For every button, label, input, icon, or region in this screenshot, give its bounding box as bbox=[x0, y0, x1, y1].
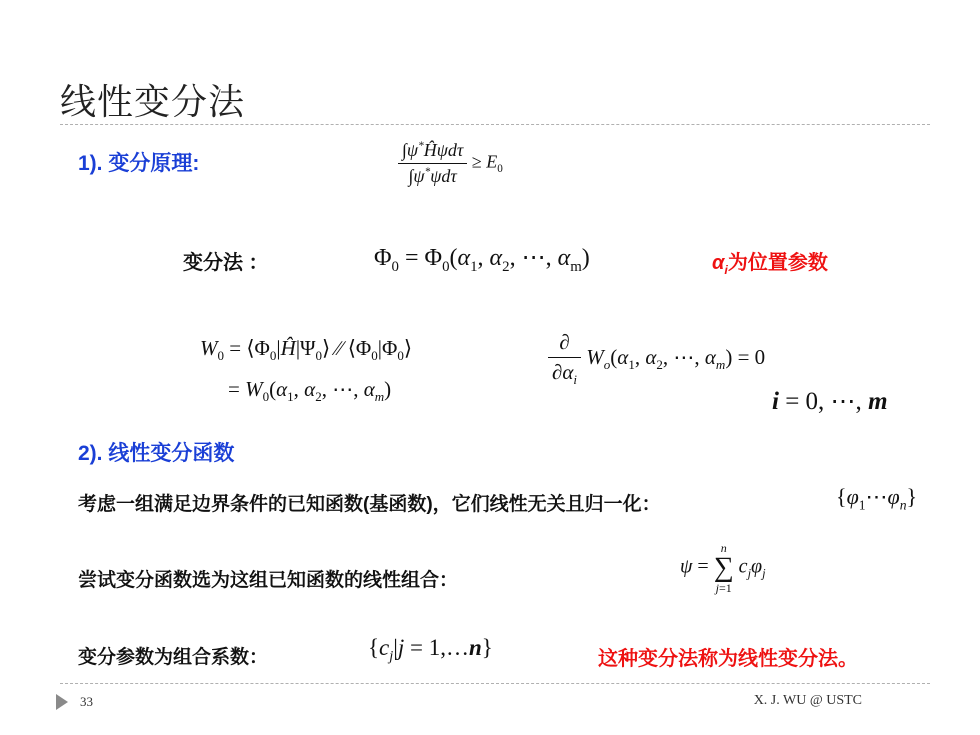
minimization-condition-formula: $\frac{\partial}{\partial\alpha_i}$ $W_o(\alpha_1$, $\alpha_2$, ⋯, $\alpha_m) = 0$ bbox=[548, 330, 765, 388]
linear-combination-text: 尝试变分函数选为这组已知函数的线性组合： bbox=[78, 570, 459, 591]
energy-function-formula: = $W_0(\alpha_1$, $\alpha_2$, ⋯, $\alpha_m$) bbox=[228, 377, 392, 405]
parameters-text: 变分参数为组合系数： bbox=[78, 647, 269, 668]
alpha-note-text: 为位置参数 bbox=[727, 252, 828, 274]
method-label: 变分法 ： bbox=[183, 252, 269, 274]
footer-credit: X. J. WU @ USTC bbox=[753, 693, 862, 708]
coefficient-set-formula: {$c_j|j$ = 1,…n} bbox=[368, 635, 493, 665]
alpha-note bbox=[712, 246, 828, 277]
index-range-formula: i = 0, ⋯, m bbox=[772, 388, 888, 415]
title-divider bbox=[60, 124, 930, 125]
energy-expectation-formula: $W_0$ = $⟨\Phi_0|Ĥ|\Psi_0⟩$ ∕∕ $⟨\Phi_0|\Phi_0⟩$ bbox=[200, 336, 413, 364]
basis-functions-text: 考虑一组满足边界条件的已知函数(基函数)，它们线性无关且归一化： bbox=[78, 494, 661, 515]
conclusion-text: 这种变分法称为线性变分法。 bbox=[598, 648, 858, 670]
basis-set-formula: $\{\varphi_1\cdots\varphi_n\}$ bbox=[836, 484, 918, 513]
section-1-heading: 1). 变分原理: bbox=[78, 152, 200, 175]
footer-divider bbox=[60, 683, 930, 684]
alpha-symbol: α bbox=[712, 252, 725, 274]
variational-principle-formula: $\frac{\int\psi^*Ĥ\psi d\tau}{\int\psi^*\psi d\tau}$ ≥ $E_0$ bbox=[398, 140, 503, 187]
section-2-heading: 2). 线性变分函数 bbox=[78, 442, 235, 465]
linear-combination-formula: ψ = n ∑ j=1 $c_j\varphi_j$ bbox=[680, 541, 766, 595]
play-arrow-icon bbox=[56, 694, 68, 710]
slide-title: 线性变分法 bbox=[60, 81, 246, 122]
alpha-subscript: i bbox=[724, 263, 728, 277]
page-number: 33 bbox=[80, 694, 93, 709]
trial-function-formula: $\Phi_0 = \Phi_0(\alpha_1$, $\alpha_2$, ⋯, $\alpha_m$) bbox=[374, 245, 590, 275]
